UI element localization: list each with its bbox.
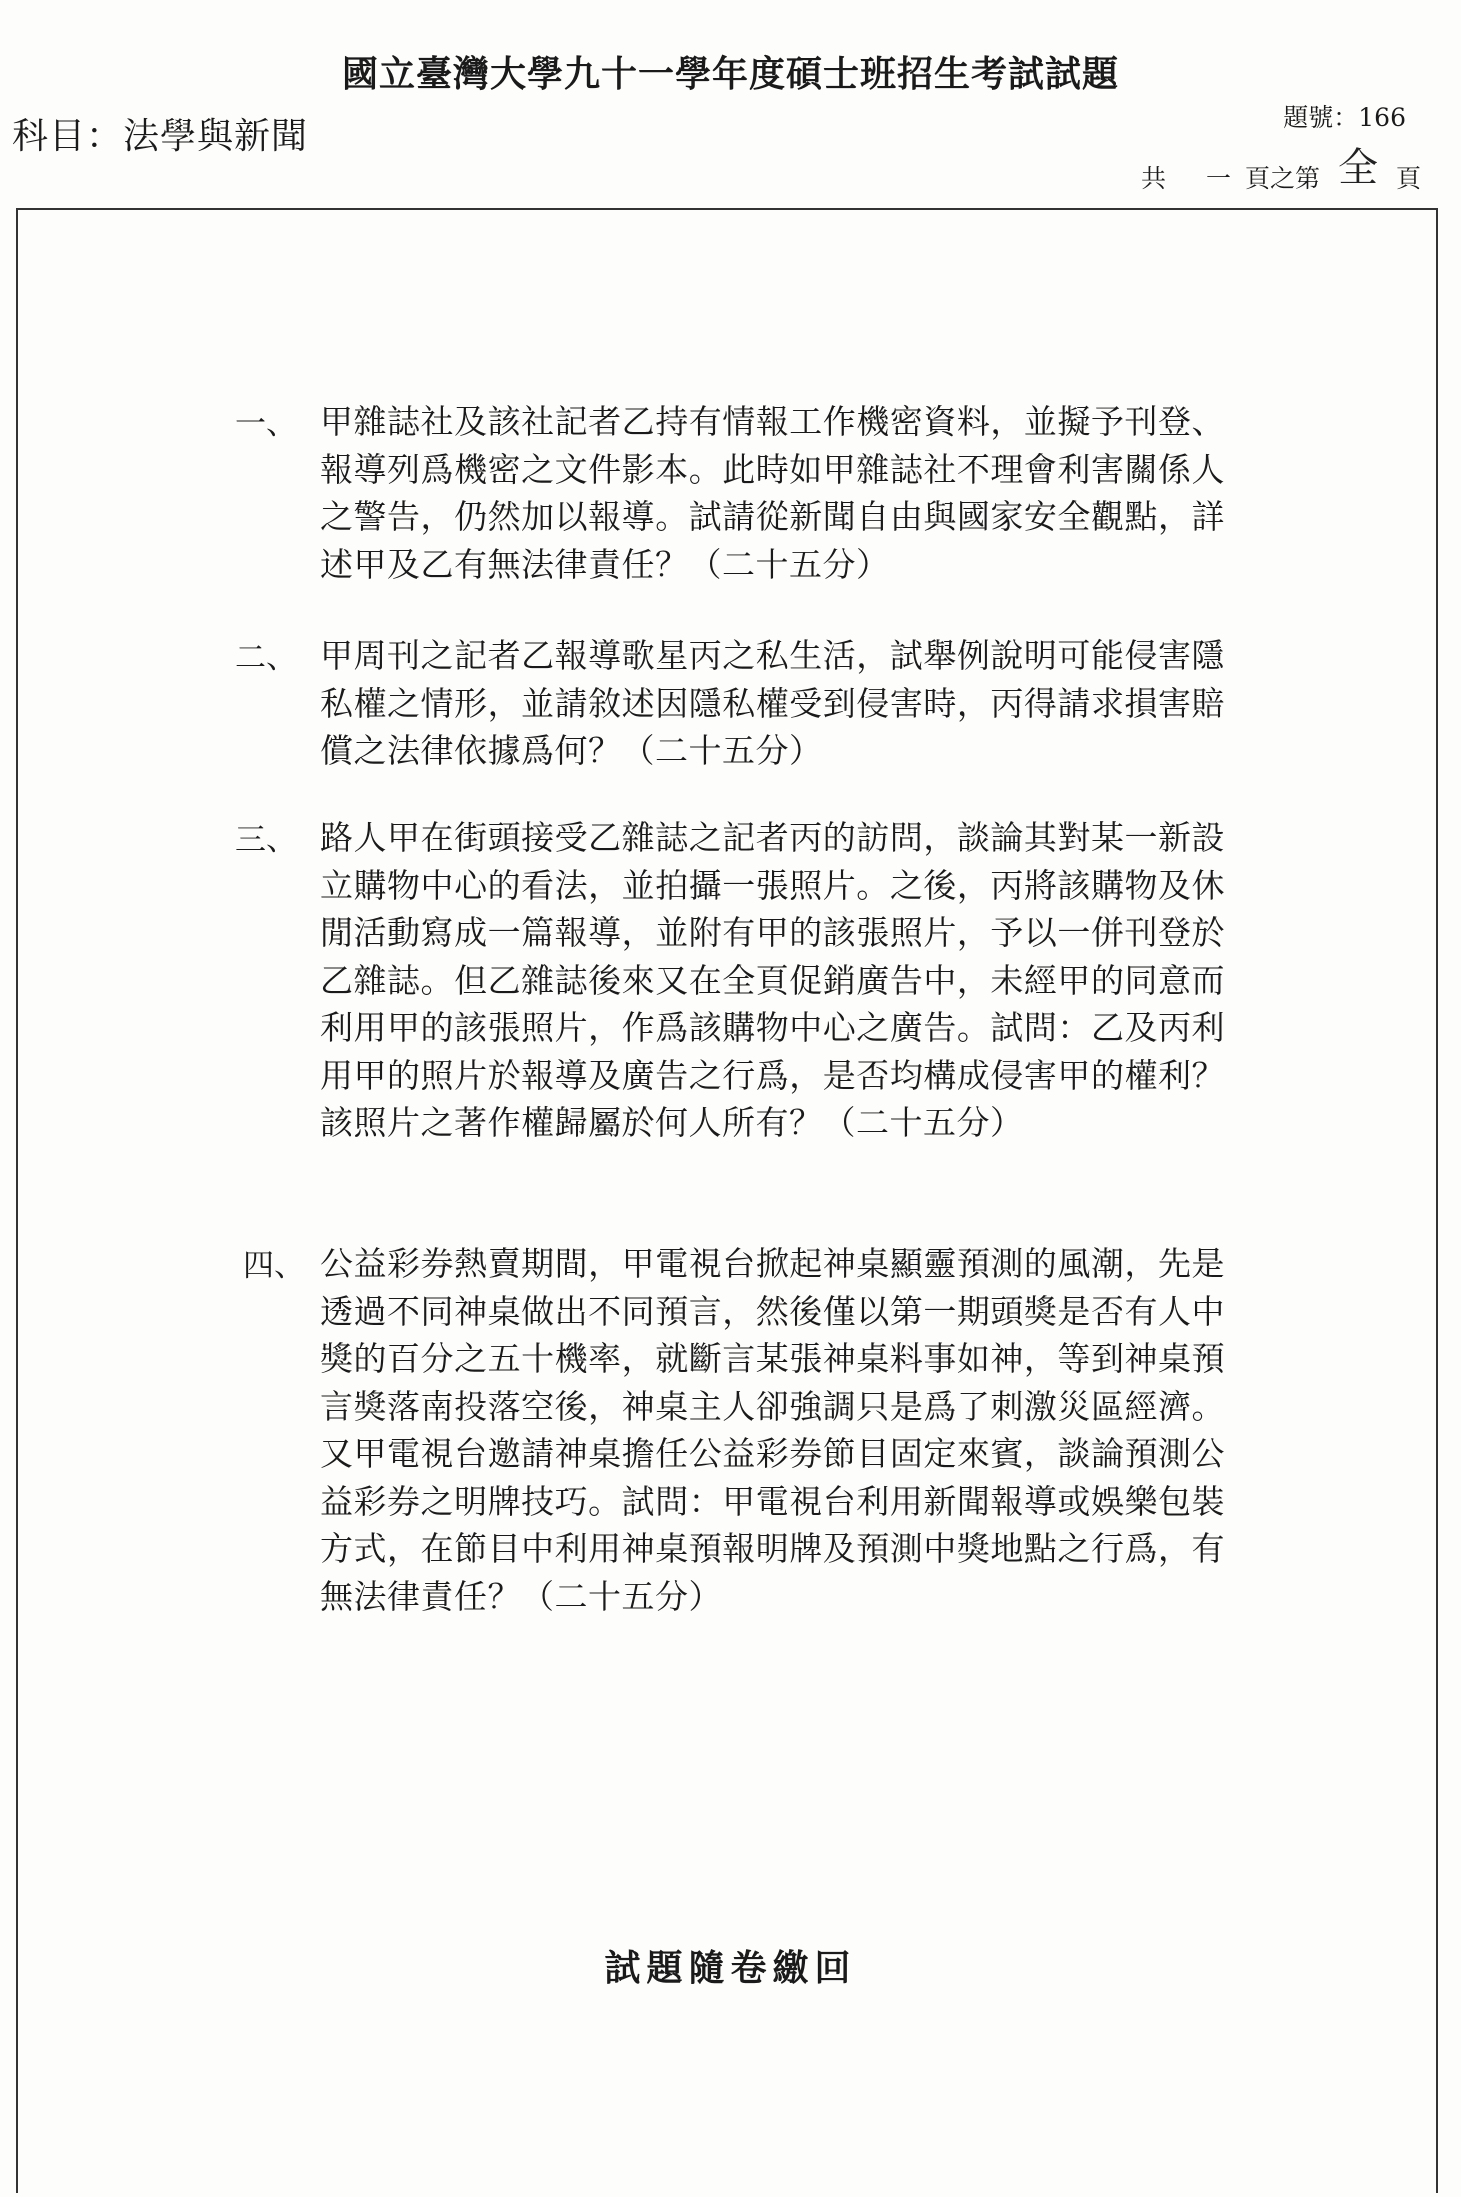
question-text: 甲周刊之記者乙報導歌星丙之私生活，試舉例說明可能侵害隱私權之情形，並請敘述因隱私權受到侵害時，丙得請求損害賠償之法律依據爲何？（二十五分） [320,636,1225,770]
question-text: 路人甲在街頭接受乙雜誌之記者丙的訪問，談論其對某一新設立購物中心的看法，並拍攝一張照片。之後，丙將該購物及休閒活動寫成一篇報導，並附有甲的該張照片，予以一併刊登於乙雜誌。但乙雜誌後來又在全頁促銷廣告中，未經甲的同意而利用甲的該張照片，作爲該購物中心之廣告。試問：乙及丙利用甲的照片於報導及廣告之行爲，是否均構成侵害甲的權利？該照片之著作權歸屬於何人所有？（二十五分） [320,818,1225,1142]
page-total-prefix: 共 [1140,164,1166,193]
exam-title: 國立臺灣大學九十一學年度碩士班招生考試試題 [341,53,1119,95]
page-middle-text: 頁之第 [1244,164,1320,193]
current-page-handwritten: 全 [1337,145,1378,191]
question-3 [235,814,1225,1147]
question-number: 題號：166 [1283,103,1406,132]
footer-stamp-note: 試題隨卷繳回 [604,1947,857,1989]
question-4 [235,1240,1225,1620]
subject-label: 科目：法學與新聞 [12,116,309,157]
question-number-label: 二、 [235,640,297,676]
question-number-label: 四、 [243,1248,305,1284]
question-text: 甲雜誌社及該社記者乙持有情報工作機密資料，並擬予刊登、報導列爲機密之文件影本。此時如甲雜誌社不理會利害關係人之警告，仍然加以報導。試請從新聞自由與國家安全觀點，詳述甲及乙有無法律責任？（二十五分） [320,402,1225,584]
question-2 [235,632,1225,775]
page-suffix: 頁 [1395,164,1421,193]
question-1 [235,398,1225,588]
page-info [1141,142,1421,199]
question-number-label: 一、 [235,406,297,442]
question-number-label: 三、 [235,822,297,858]
question-text: 公益彩券熱賣期間，甲電視台掀起神桌顯靈預測的風潮，先是透過不同神桌做出不同預言，然後僅以第一期頭獎是否有人中獎的百分之五十機率，就斷言某張神桌料事如神，等到神桌預言獎落南投落空後，神桌主人卻強調只是爲了刺激災區經濟。又甲電視台邀請神桌擔任公益彩券節目固定來賓，談論預測公益彩券之明牌技巧。試問：甲電視台利用新聞報導或娛樂包裝方式，在節目中利用神桌預報明牌及預測中獎地點之行爲，有無法律責任？（二十五分） [320,1244,1225,1616]
page-total-count: 一 [1205,164,1231,193]
